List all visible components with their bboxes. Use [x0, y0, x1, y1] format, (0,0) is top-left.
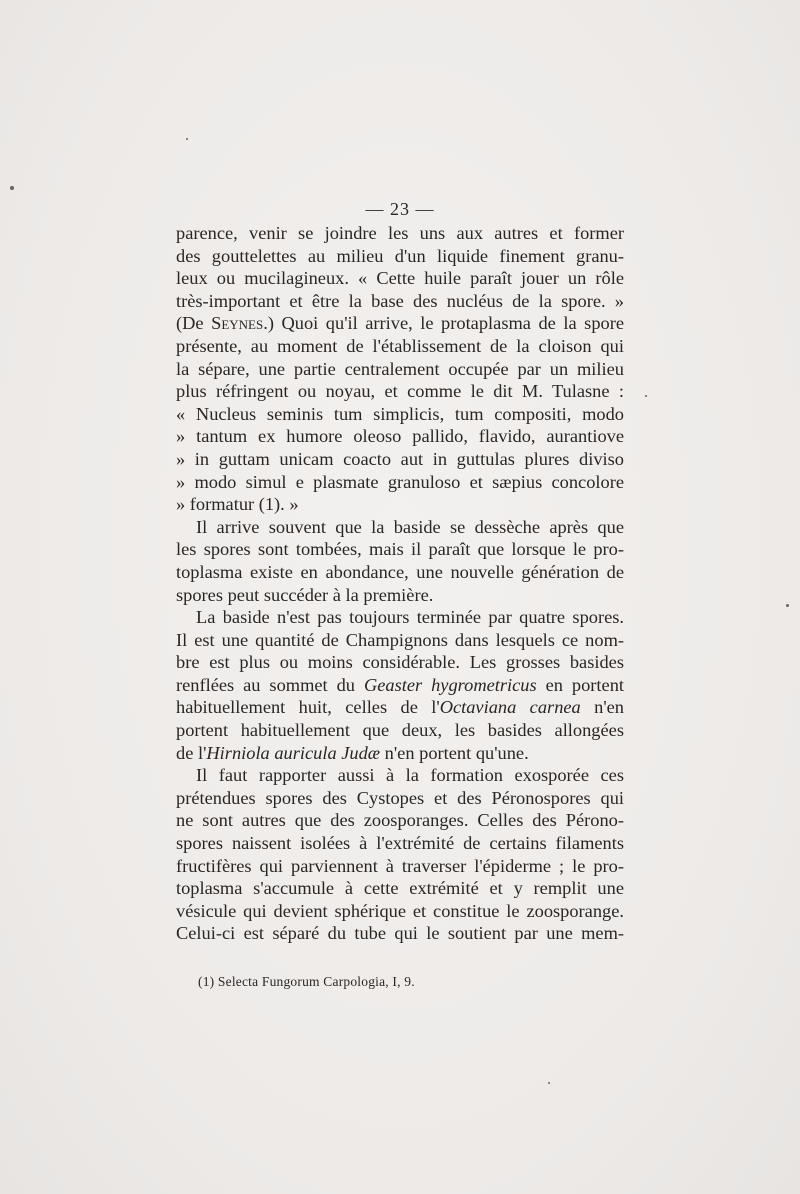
quote-line: » formatur (1). »: [176, 494, 299, 515]
species-name: Octaviana carnea: [439, 697, 581, 718]
text-segment: n'en: [580, 697, 625, 718]
text-segment: de l': [176, 742, 207, 763]
species-name: Hirniola auricula Judæ: [206, 742, 381, 763]
quote-line: » modo simul e plasmate granuloso et sæpius concolore: [176, 471, 624, 492]
quote-line: » in guttam unicam coacto aut in guttulas plures diviso: [176, 448, 624, 469]
paper-speck: [10, 186, 14, 190]
text-line: les spores sont tombées, mais il paraît que lorsque le pro-: [176, 539, 624, 560]
text-line: présente, au moment de l'établissement de la cloison qui: [176, 335, 624, 356]
text-segment: habituellement huit, celles de l': [176, 697, 440, 718]
page-number: — 23 —: [365, 199, 435, 219]
species-name: Geaster hygrometricus: [363, 674, 537, 695]
text-line: Celui-ci est séparé du tube qui le soutient par une mem-: [176, 923, 624, 944]
text-line: ne sont autres que des zoosporanges. Celles des Pérono-: [176, 810, 624, 831]
text-segment: en portent: [536, 674, 624, 695]
text-segment: n'en portent qu'une.: [380, 742, 529, 763]
text-segment: renflées au sommet du: [176, 674, 364, 695]
paragraph-start: Il arrive souvent que la baside se dessèche après que: [196, 516, 624, 537]
quote-line: « Nucleus seminis tum simplicis, tum compositi, modo: [176, 403, 624, 424]
paper-speck: [645, 395, 647, 397]
quote-line: » tantum ex humore oleoso pallido, flavido, aurantiove: [176, 426, 624, 447]
footnote: (1) Selecta Fungorum Carpologia, I, 9.: [198, 974, 415, 989]
text-line: spores peut succéder à la première.: [176, 584, 434, 605]
text-line: toplasma existe en abondance, une nouvelle génération de: [176, 561, 624, 582]
text-line: spores naissent isolées à l'extrémité de certains filaments: [176, 833, 624, 854]
text-line-geaster: [176, 674, 624, 697]
citation-open: (De: [176, 313, 212, 334]
text-line: bre est plus ou moins considérable. Les grosses basides: [176, 652, 624, 673]
text-line: Il est une quantité de Champignons dans lesquels ce nom-: [176, 629, 624, 650]
text-line-de-seynes: [176, 312, 624, 335]
text-line: parence, venir se joindre les uns aux autres et former: [176, 223, 624, 243]
text-line: des gouttelettes au milieu d'un liquide finement granu-: [176, 245, 624, 266]
text-line-hirniola: [176, 742, 624, 765]
text-line: portent habituellement que deux, les basides allongées: [176, 720, 624, 741]
paper-speck: [548, 1082, 550, 1084]
paragraph-start: La baside n'est pas toujours terminée par quatre spores.: [196, 607, 624, 628]
text-line: toplasma s'accumule à cette extrémité et y remplit une: [176, 878, 624, 899]
body-text: [176, 222, 624, 945]
paper-speck: [786, 604, 789, 607]
paper-speck: [186, 138, 188, 140]
text-line: plus réfringent ou noyau, et comme le dit M. Tulasne :: [176, 381, 624, 402]
text-line: très-important et être la base des nucléus de la spore. »: [176, 290, 624, 311]
text-line: fructifères qui parviennent à traverser l'épiderme ; le pro-: [176, 855, 624, 876]
text-line: la sépare, une partie centralement occupée par un milieu: [176, 358, 624, 379]
text-line-octaviana: [176, 696, 624, 719]
text-line: vésicule qui devient sphérique et constitue le zoosporange.: [176, 900, 624, 921]
paragraph-start: Il faut rapporter aussi à la formation exosporée ces: [196, 765, 624, 786]
author-name: Seynes: [211, 313, 264, 334]
text-line: prétendues spores des Cystopes et des Péronospores qui: [176, 787, 624, 808]
citation-close: .) Quoi qu'il arrive, le protaplasma de la spore: [263, 313, 624, 334]
text-line: leux ou mucilagineux. « Cette huile paraît jouer un rôle: [176, 268, 624, 289]
